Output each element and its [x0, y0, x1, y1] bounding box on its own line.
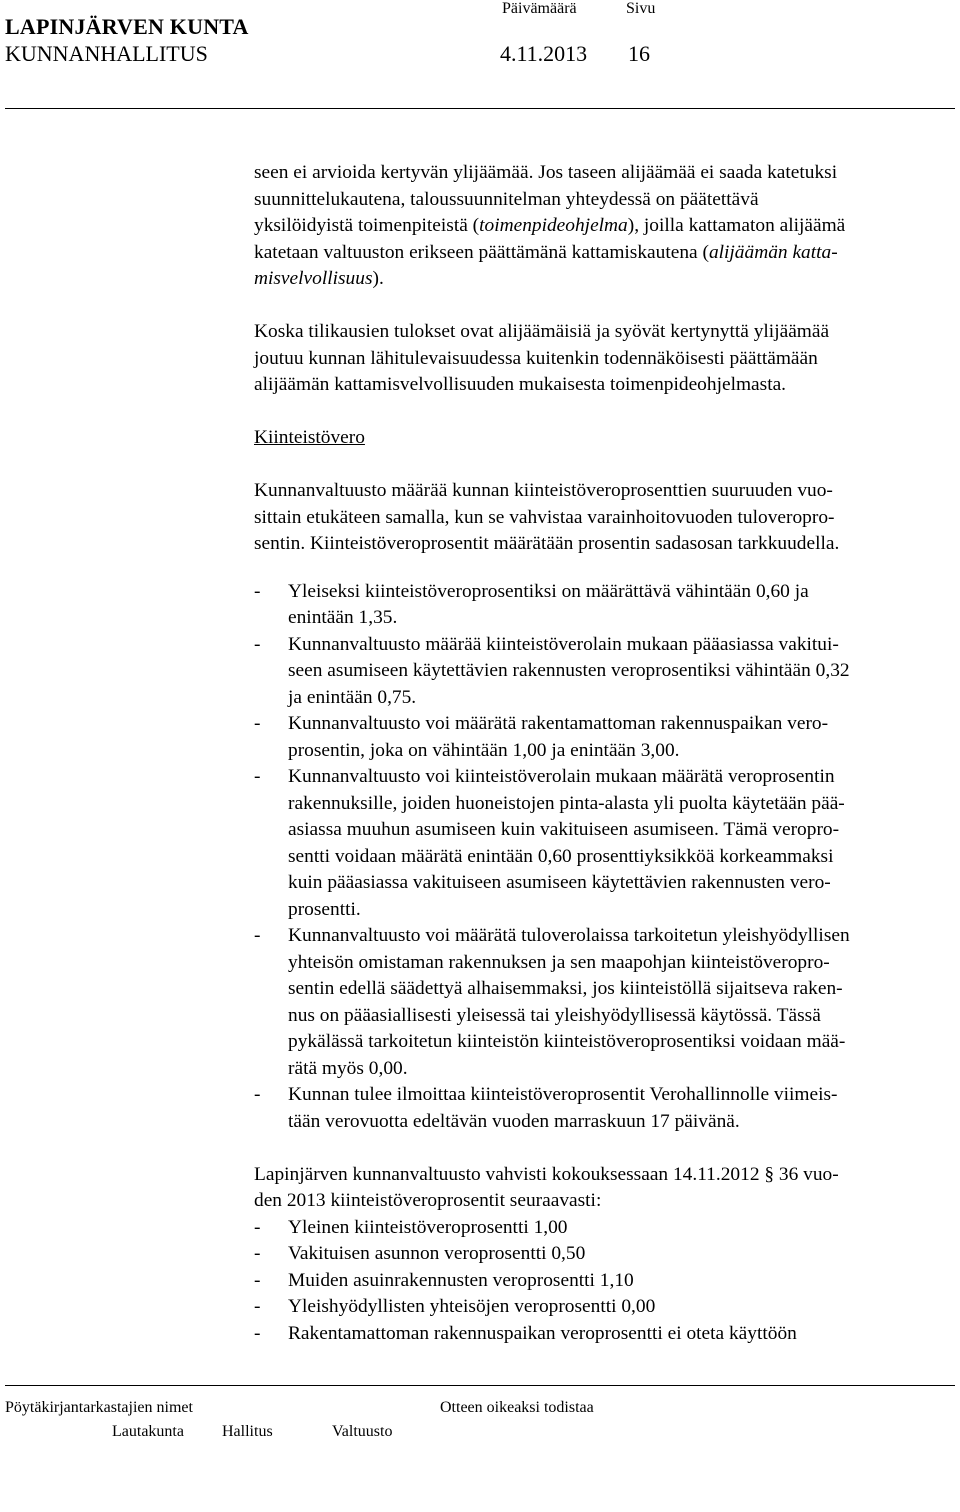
tax-rates-list: [254, 1215, 954, 1348]
board-label: Hallitus: [222, 1423, 273, 1440]
list-item: - Yleinen kiinteistöveroprosentti 1,00: [254, 1216, 568, 1238]
list-item: - Kunnanvaltuusto voi kiinteistöverolain mukaan määrätä veroprosentin rakennuksille, joiden huoneistojen pinta-alasta yli puolta käytetään pää- asiassa muuhun asumiseen kuin vakituiseen asumiseen. Tämä veropro- sentti voidaan määrätä enintään 0,60 prosenttiyksikköä korkeammaksi kuin pääasiassa vakituiseen asumiseen käytettävien rakennusten vero- prosentti.: [254, 766, 845, 920]
list-item: - Kunnan tulee ilmoittaa kiinteistöveroprosentit Verohallinnolle viimeis- tään verovuotta edeltävän vuoden marraskuun 17 päivänä.: [254, 1084, 838, 1132]
checkers-label: Pöytäkirjantarkastajien nimet: [5, 1399, 193, 1416]
date-label: Päivämäärä: [502, 0, 577, 17]
list-item: - Kunnanvaltuusto määrää kiinteistöverolain mukaan pääasiassa vakitui- seen asumiseen käytettävien rakennusten veroprosentiksi vähintään 0,32 ja enintään 0,75.: [254, 633, 850, 708]
paragraph-council-decision: Lapinjärven kunnanvaltuusto vahvisti kokouksessaan 14.11.2012 § 36 vuo- den 2013 kiinteistöveroprosentit seuraavasti:: [254, 1163, 839, 1211]
certified-copy-label: Otteen oikeaksi todistaa: [440, 1399, 594, 1416]
section-heading-property-tax: Kiinteistövero: [254, 427, 365, 448]
board-name: KUNNANHALLITUS: [5, 41, 208, 66]
council-label: Valtuusto: [332, 1423, 393, 1440]
list-item: - Kunnanvaltuusto voi määrätä tuloverolaissa tarkoitetun yleishyödyllisen yhteisön omistaman rakennuksen ja sen maapohjan kiinteistöveropro- sentin edellä säädettyä alhaisemmaksi, jos kiinteistöllä sijaitseva raken- nus on pääasiallisesti yleisessä tai yleishyödyllisessä käytössä. Tässä pykälässä tarkoitetun kiinteistön kiinteistöveroprosentiksi voidaan mää- rätä myös 0,00.: [254, 925, 850, 1079]
document-date: 4.11.2013: [500, 41, 588, 66]
document-body: [254, 160, 954, 1347]
list-item: - Rakentamattoman rakennuspaikan veroprosentti ei oteta käyttöön: [254, 1322, 797, 1344]
committee-label: Lautakunta: [112, 1423, 184, 1440]
tax-rules-list: [254, 579, 954, 1136]
paragraph-property-tax: Kunnanvaltuusto määrää kunnan kiinteistöveroprosenttien suuruuden vuo- sittain etukäteen samalla, kun se vahvistaa varainhoitovuoden tuloveropro- sentin. Kiinteistöveroprosentit määrätään prosentin sadasosan tarkkuudella.: [254, 480, 840, 554]
list-item: - Kunnanvaltuusto voi määrätä rakentamattoman rakennuspaikan vero- prosentin, joka on vähintään 1,00 ja enintään 3,00.: [254, 713, 829, 761]
page-label: Sivu: [626, 0, 656, 17]
paragraph-deficit-coverage: seen ei arvioida kertyvän ylijäämää. Jos taseen alijäämää ei saada katetuksi suunnittelukautena, taloussuunnitelman yhteydessä on päätettävä yksilöidyistä toimenpiteistä (toimenpideohjelma), joilla kattamaton alijäämä katetaan valtuuston erikseen päättämänä kattamiskautena (alijäämän katta- misvelvollisuus).: [254, 162, 846, 289]
header-rule: [5, 108, 955, 109]
list-item: - Yleiseksi kiinteistöveroprosentiksi on määrättävä vähintään 0,60 ja enintään 1,35.: [254, 580, 809, 628]
page-number: 16: [628, 41, 650, 66]
footer-rule: [5, 1385, 955, 1386]
organization-name: LAPINJÄRVEN KUNTA: [5, 14, 249, 39]
paragraph-results: Koska tilikausien tulokset ovat alijäämäisiä ja syövät kertynyttä ylijäämää joutuu kunnan lähitulevaisuudessa kuitenkin todennäköisesti päättämään alijäämän kattamisvelvollisuuden mukaisesta toimenpideohjelmasta.: [254, 321, 830, 395]
list-item: - Vakituisen asunnon veroprosentti 0,50: [254, 1243, 586, 1264]
list-item: - Muiden asuinrakennusten veroprosentti 1,10: [254, 1269, 634, 1291]
list-item: - Yleishyödyllisten yhteisöjen veroprosentti 0,00: [254, 1296, 656, 1317]
